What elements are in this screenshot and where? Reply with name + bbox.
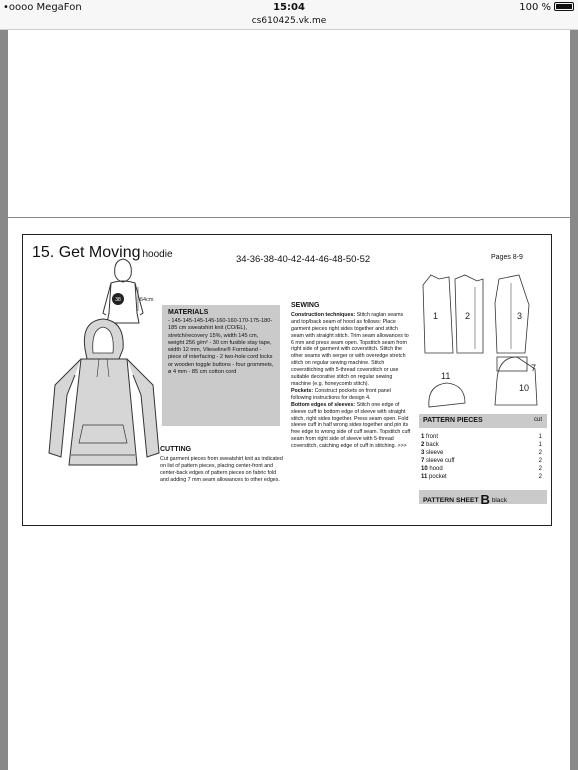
piece-label-11: 11: [441, 371, 451, 381]
piece-name: sleeve cuff: [426, 458, 455, 464]
piece-qty: 2: [538, 466, 542, 472]
piece-label-7: 7: [531, 363, 537, 373]
battery-label: 100 %: [519, 2, 551, 13]
cutting-section: [160, 447, 284, 484]
piece-name: front: [426, 434, 439, 440]
materials-heading: MATERIALS: [168, 309, 209, 316]
materials-text: - 145-145-145-145-160-160-170-175-180-185 cm sweatshirt knit (CO/EL), stretch/recovery 15%, width 145 cm, weight 256 g/m² - 30 cm fusible stay tape, width 12 mm, Vlieseline® Formband - piece of interfacing - 2 two-hole cord locks or wooden toggle buttons - four grommets, ø 4 mm - 85 cm cotton cord: [168, 318, 274, 376]
carrier-label: •oooo MegaFon: [3, 2, 82, 13]
pattern-sheet-label: PATTERN SHEET: [423, 497, 479, 504]
piece-qty: 2: [538, 458, 542, 464]
piece-label-3: 3: [517, 311, 523, 321]
pattern-sheet-box: [419, 490, 547, 507]
pockets-text: Construct pockets on front panel following instructions for design 4.: [291, 387, 391, 401]
list-item: [421, 466, 545, 474]
piece-label-10: 10: [519, 383, 530, 393]
blank-page: [8, 30, 570, 217]
title-subtitle: hoodie: [142, 249, 173, 260]
piece-number: 2: [421, 442, 425, 448]
list-item: [421, 458, 545, 466]
pattern-sheet-letter: B: [480, 492, 490, 507]
pattern-pieces-header: [419, 414, 547, 428]
construction-text: Stitch raglan seams and top/back seam of hood as follows: Place garment pieces right sides together and stitch seam with straight stitch. Trim seam allowances to 6 mm and press seam open. Topstitch seam from right side of garment with coverstitch. Stitch the other seams with serger or with overedge stretch stitch on regular sewing machine. Stitch coverstitching with 5-thread coverstitch or use suitable decorative stitch on regular sewing machine (e.g. honeycomb stitch).: [291, 311, 409, 387]
sewing-section: [291, 303, 411, 450]
cutting-text: Cut garment pieces from sweatshirt knit as indicated on list of pattern pieces, placing center-front and center-back edges of pattern pieces on fabric fold and adding 7 mm seam allowances to other edges.: [160, 455, 283, 483]
piece-number: 7: [421, 458, 425, 464]
piece-number: 3: [421, 450, 425, 456]
piece-label-2: 2: [465, 311, 471, 321]
list-item: [421, 474, 545, 482]
construction-label: Construction techniques:: [291, 311, 356, 318]
piece-qty: 1: [538, 442, 542, 448]
clock: 15:04: [273, 2, 305, 13]
piece-name: back: [426, 442, 439, 448]
size-range: 34-36-38-40-42-44-46-48-50-52: [236, 254, 371, 265]
piece-qty: 1: [538, 434, 542, 440]
piece-label-1: 1: [433, 311, 439, 321]
sleeve-edges-text: Stitch one edge of sleeve cuff to bottom edge of sleeve with straight stitch, right sides together. Press seam open. Fold sleeve cuff in half wrong sides together and pin its free edge to wrong side of cuff seam. Topstitch cuff seam from right side of sleeve with 5-thread coverstitch, catching edge of cuff in stitching.: [291, 401, 411, 450]
cutting-heading: CUTTING: [160, 446, 192, 453]
pattern-pieces-heading: PATTERN PIECES: [423, 417, 483, 424]
pages-ref: Pages 8-9: [491, 254, 523, 261]
piece-name: pocket: [429, 474, 447, 480]
piece-name: sleeve: [426, 450, 444, 456]
cut-column-label: cut: [533, 417, 542, 423]
continued-marker: >>>: [397, 443, 407, 450]
piece-number: 11: [421, 474, 428, 480]
battery-icon: [554, 2, 574, 11]
url-bar[interactable]: [0, 16, 578, 30]
materials-box: [162, 305, 280, 426]
length-label: 64cm: [140, 297, 154, 303]
piece-qty: 2: [538, 450, 542, 456]
sleeve-edges-paragraph: [291, 402, 411, 450]
list-item: [421, 434, 545, 442]
title-text: 15. Get Moving: [32, 244, 141, 261]
pattern-sheet-color: black: [491, 497, 507, 504]
sleeve-edges-label: Bottom edges of sleeves:: [291, 401, 356, 408]
document-page: [8, 218, 570, 770]
piece-qty: 2: [538, 474, 542, 480]
battery-indicator: [519, 2, 574, 13]
piece-number: 1: [421, 434, 425, 440]
piece-name: hood: [429, 466, 443, 472]
status-bar: [0, 0, 578, 16]
construction-paragraph: [291, 312, 411, 388]
pockets-paragraph: [291, 388, 411, 402]
list-item: [421, 450, 545, 458]
pattern-pieces-diagram: [421, 273, 549, 409]
list-item: [421, 442, 545, 450]
url-text: cs610425.vk.me: [251, 16, 327, 26]
pattern-pieces-list: [421, 434, 545, 482]
pattern-instructions: [22, 234, 552, 526]
sewing-heading: SEWING: [291, 302, 320, 309]
piece-number: 10: [421, 466, 428, 472]
hoodie-illustration: [41, 315, 166, 515]
pockets-label: Pockets:: [291, 387, 314, 394]
size-badge: 38: [115, 297, 121, 303]
